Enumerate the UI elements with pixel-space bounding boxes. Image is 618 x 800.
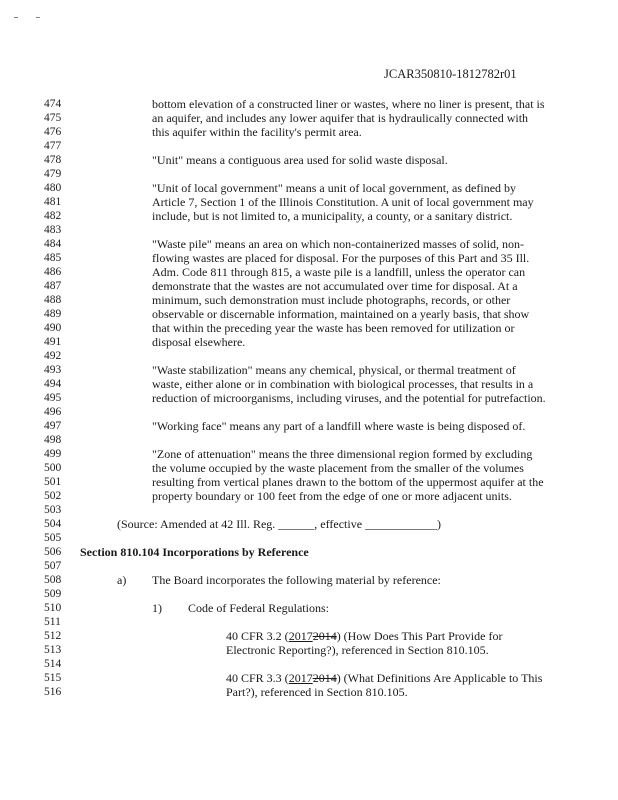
line-number: 496 [44, 406, 62, 418]
line-number: 513 [44, 644, 62, 656]
item-1-label: 1) [152, 601, 162, 615]
line-number: 503 [44, 504, 62, 516]
line-number: 511 [44, 616, 61, 628]
text-line: flowing wastes are placed for disposal. For the purposes of this Part and 35 Ill. [152, 251, 530, 265]
line-number: 484 [44, 238, 62, 250]
line-number: 489 [44, 308, 62, 320]
line-number: 495 [44, 392, 62, 404]
line-number: 479 [44, 168, 62, 180]
text-line: the volume occupied by the waste placement from the smaller of the volumes [152, 461, 524, 475]
text-line: "Waste stabilization" means any chemical, physical, or thermal treatment of [152, 363, 516, 377]
line-number: 510 [44, 602, 62, 614]
document-id: JCAR350810-1812782r01 [384, 67, 517, 81]
text-line: "Zone of attenuation" means the three dimensional region formed by excluding [152, 447, 533, 461]
line-number: 488 [44, 294, 62, 306]
line-number: 486 [44, 266, 62, 278]
line-number: 491 [44, 336, 62, 348]
line-number: 482 [44, 210, 62, 222]
line-number: 501 [44, 476, 62, 488]
scan-mark [36, 17, 40, 18]
text-line: reduction of microorganisms, including viruses, and the potential for putrefaction. [152, 391, 546, 405]
text-line: waste, either alone or in combination with biological processes, that results in a [152, 377, 534, 391]
scan-mark [14, 17, 18, 18]
text-line: Article 7, Section 1 of the Illinois Constitution. A unit of local government may [152, 195, 534, 209]
line-number: 499 [44, 448, 62, 460]
line-number: 497 [44, 420, 62, 432]
line-number: 508 [44, 574, 62, 586]
text-line: bottom elevation of a constructed liner or wastes, where no liner is present, that is [152, 97, 545, 111]
definition-unit: "Unit" means a contiguous area used for solid waste disposal. [152, 153, 448, 167]
text-line: observable or discernable information, maintained on a yearly basis, that show [152, 307, 530, 321]
text-line: property boundary or 100 feet from the edge of one or more adjacent units. [152, 489, 512, 503]
line-number: 477 [44, 140, 62, 152]
line-number: 474 [44, 98, 62, 110]
cfr-entry: 40 CFR 3.3 (20172014) (What Definitions Are Applicable to This [226, 671, 543, 685]
line-number: 500 [44, 462, 62, 474]
line-number: 514 [44, 658, 62, 670]
line-number: 507 [44, 560, 62, 572]
cfr-entry-cont: Part?), referenced in Section 810.105. [226, 685, 408, 699]
text-line: "Unit of local government" means a unit of local government, as defined by [152, 181, 517, 195]
line-number: 485 [44, 252, 62, 264]
line-number: 506 [44, 546, 62, 558]
text-line: disposal elsewhere. [152, 335, 246, 349]
definition-working-face: "Working face" means any part of a landfill where waste is being disposed of. [152, 419, 526, 433]
text-line: Adm. Code 811 through 815, a waste pile is a landfill, unless the operator can [152, 265, 526, 279]
deleted-year: 2014 [312, 671, 337, 685]
line-number: 492 [44, 350, 62, 362]
line-number: 476 [44, 126, 62, 138]
item-1-text: Code of Federal Regulations: [188, 601, 329, 615]
line-number: 515 [44, 672, 62, 684]
item-a-label: a) [117, 573, 127, 587]
source-note: (Source: Amended at 42 Ill. Reg. ______, effective ____________) [117, 517, 442, 531]
item-a-text: The Board incorporates the following material by reference: [152, 573, 441, 587]
text-line: resulting from vertical planes drawn to the bottom of the uppermost aquifer at the [152, 475, 544, 489]
inserted-year: 2017 [288, 671, 313, 685]
line-number: 487 [44, 280, 62, 292]
line-number: 502 [44, 490, 62, 502]
cfr-entry: 40 CFR 3.2 (20172014) (How Does This Part Provide for [226, 629, 503, 643]
text-line: minimum, such demonstration must include photographs, records, or other [152, 293, 511, 307]
line-number: 475 [44, 112, 62, 124]
line-number: 498 [44, 434, 62, 446]
text-line: that within the preceding year the waste has been removed for utilization or [152, 321, 515, 335]
deleted-year: 2014 [312, 629, 337, 643]
section-heading: Section 810.104 Incorporations by Reference [80, 545, 309, 559]
line-number: 481 [44, 196, 62, 208]
text-line: an aquifer, and includes any lower aquifer that is hydraulically connected with [152, 111, 529, 125]
line-number: 483 [44, 224, 62, 236]
text-line: "Waste pile" means an area on which non-containerized masses of solid, non- [152, 237, 525, 251]
inserted-year: 2017 [288, 629, 313, 643]
line-number: 493 [44, 364, 62, 376]
line-number: 490 [44, 322, 62, 334]
line-number: 516 [44, 686, 62, 698]
line-number: 478 [44, 154, 62, 166]
cfr-entry-cont: Electronic Reporting?), referenced in Section 810.105. [226, 643, 489, 657]
line-number: 494 [44, 378, 62, 390]
line-number: 505 [44, 532, 62, 544]
text-line: demonstrate that the wastes are not accumulated over time for disposal. At a [152, 279, 518, 293]
line-number: 504 [44, 518, 62, 530]
line-number: 512 [44, 630, 62, 642]
line-number: 480 [44, 182, 62, 194]
text-line: this aquifer within the facility's permit area. [152, 125, 362, 139]
line-number: 509 [44, 588, 62, 600]
text-line: include, but is not limited to, a municipality, a county, or a sanitary district. [152, 209, 513, 223]
